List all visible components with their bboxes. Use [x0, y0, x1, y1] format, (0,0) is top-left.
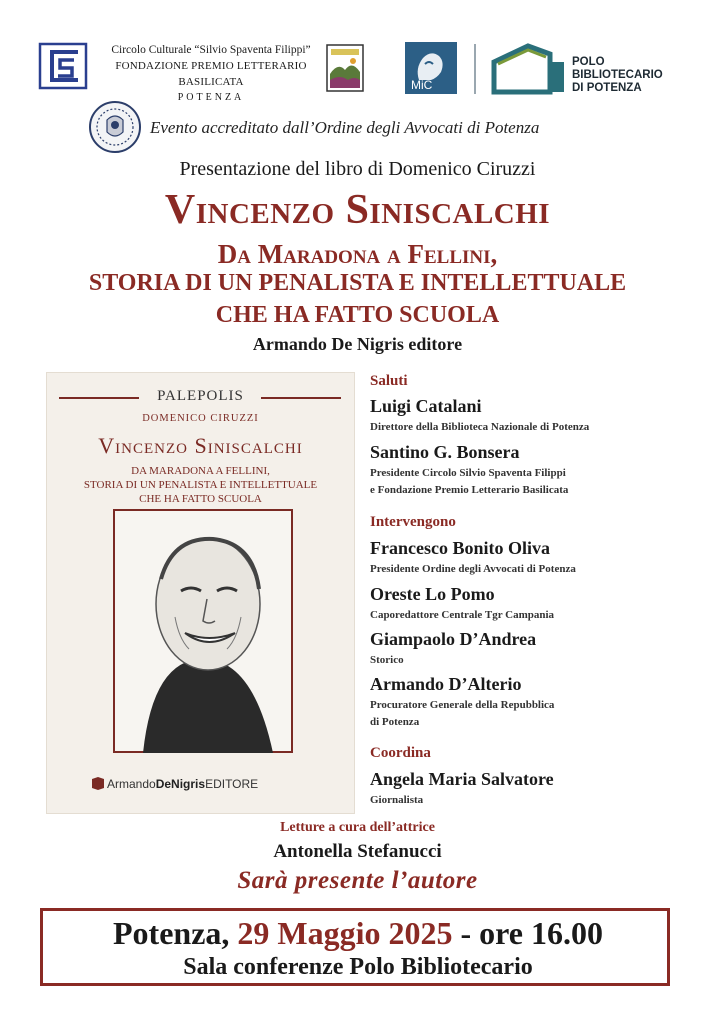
author-portrait: [113, 509, 293, 753]
cover-publisher-a: Armando: [107, 777, 156, 791]
header-divider: [474, 44, 476, 94]
speaker-name: Giampaolo D’Andrea: [370, 629, 537, 649]
book-subtitle-2: STORIA DI UN PENALISTA E INTELLETTUALE: [88, 270, 627, 296]
cover-publisher-c: EDITORE: [205, 777, 259, 791]
book-subtitle-3: CHE HA FATTO SCUOLA: [215, 302, 500, 328]
premio-logo: [326, 44, 364, 92]
cover-subtitle-3: CHE HA FATTO SCUOLA: [139, 493, 262, 505]
mic-logo: [405, 42, 457, 94]
speaker-role: Presidente Circolo Silvio Spaventa Filippi: [370, 467, 566, 479]
section-intervengono: Intervengono: [370, 514, 456, 530]
book-cover: [46, 372, 355, 814]
speaker-name: Luigi Catalani: [370, 396, 482, 416]
polo-bibliotecario-logo: [490, 40, 568, 98]
circolo-line3: POTENZA: [177, 92, 245, 103]
cover-publisher-b: DeNigris: [155, 777, 206, 791]
event-city: Potenza,: [113, 915, 230, 951]
csf-logo: [38, 42, 88, 90]
polo-line3: DI POTENZA: [572, 82, 642, 94]
circolo-line2: FONDAZIONE PREMIO LETTERARIO BASILICATA: [115, 60, 307, 88]
speaker-role: Storico: [370, 654, 404, 666]
publisher-icon: [91, 776, 105, 790]
readings-label: Letture a cura dell’attrice: [280, 820, 435, 835]
speaker-role: Caporedattore Centrale Tgr Campania: [370, 609, 555, 621]
speaker-role: Direttore della Biblioteca Nazionale di Potenza: [370, 421, 590, 433]
cover-author: DOMENICO CIRUZZI: [142, 413, 259, 424]
section-coordina: Coordina: [370, 745, 431, 761]
ordine-accreditation: Evento accreditato dall’Ordine degli Avvocati di Potenza: [150, 118, 540, 137]
presentation-line: Presentazione del libro di Domenico Ciruzzi: [179, 158, 536, 180]
event-venue: Sala conferenze Polo Bibliotecario: [183, 954, 533, 980]
speaker-role-cont: e Fondazione Premio Letterario Basilicata: [370, 484, 569, 496]
circolo-line1: Circolo Culturale “Silvio Spaventa Filippi”: [111, 44, 311, 56]
speaker-name: Armando D’Alterio: [370, 674, 522, 694]
speaker-name: Oreste Lo Pomo: [370, 584, 495, 604]
speaker-name: Francesco Bonito Oliva: [370, 538, 550, 558]
mic-label: MiC: [411, 78, 433, 92]
author-present-note: Sarà presente l’autore: [237, 867, 478, 894]
book-main-title: Vincenzo Siniscalchi: [164, 187, 551, 233]
cover-subtitle-1: DA MARADONA A FELLINI,: [131, 465, 270, 477]
speaker-role: Giornalista: [370, 794, 424, 806]
speaker-name: Angela Maria Salvatore: [370, 769, 554, 789]
circolo-name: [96, 42, 326, 106]
actress-name: Antonella Stefanucci: [273, 841, 442, 862]
speaker-role: Procuratore Generale della Repubblica: [370, 699, 555, 711]
polo-name: [572, 56, 663, 95]
event-details-box: [40, 908, 670, 986]
cover-title: Vincenzo Siniscalchi: [98, 433, 303, 458]
section-saluti: Saluti: [370, 373, 408, 389]
polo-line1: POLO: [572, 56, 605, 68]
event-date-line: [43, 915, 673, 952]
publisher-line: Armando De Nigris editore: [252, 334, 463, 354]
polo-line2: BIBLIOTECARIO: [572, 69, 663, 81]
event-time: - ore 16.00: [460, 915, 603, 951]
speaker-name: Santino G. Bonsera: [370, 442, 520, 462]
cover-subtitle-2: STORIA DI UN PENALISTA E INTELLETTUALE: [83, 479, 318, 491]
book-subtitle-1: Da Maradona a Fellini,: [217, 239, 498, 269]
speaker-role: Presidente Ordine degli Avvocati di Potenza: [370, 563, 576, 575]
cover-series: PALEPOLIS: [157, 388, 244, 404]
speaker-role-cont: di Potenza: [370, 716, 420, 728]
cover-publisher: [107, 777, 258, 791]
ordine-avvocati-seal: [88, 100, 142, 154]
event-date: 29 Maggio 2025: [237, 915, 453, 951]
